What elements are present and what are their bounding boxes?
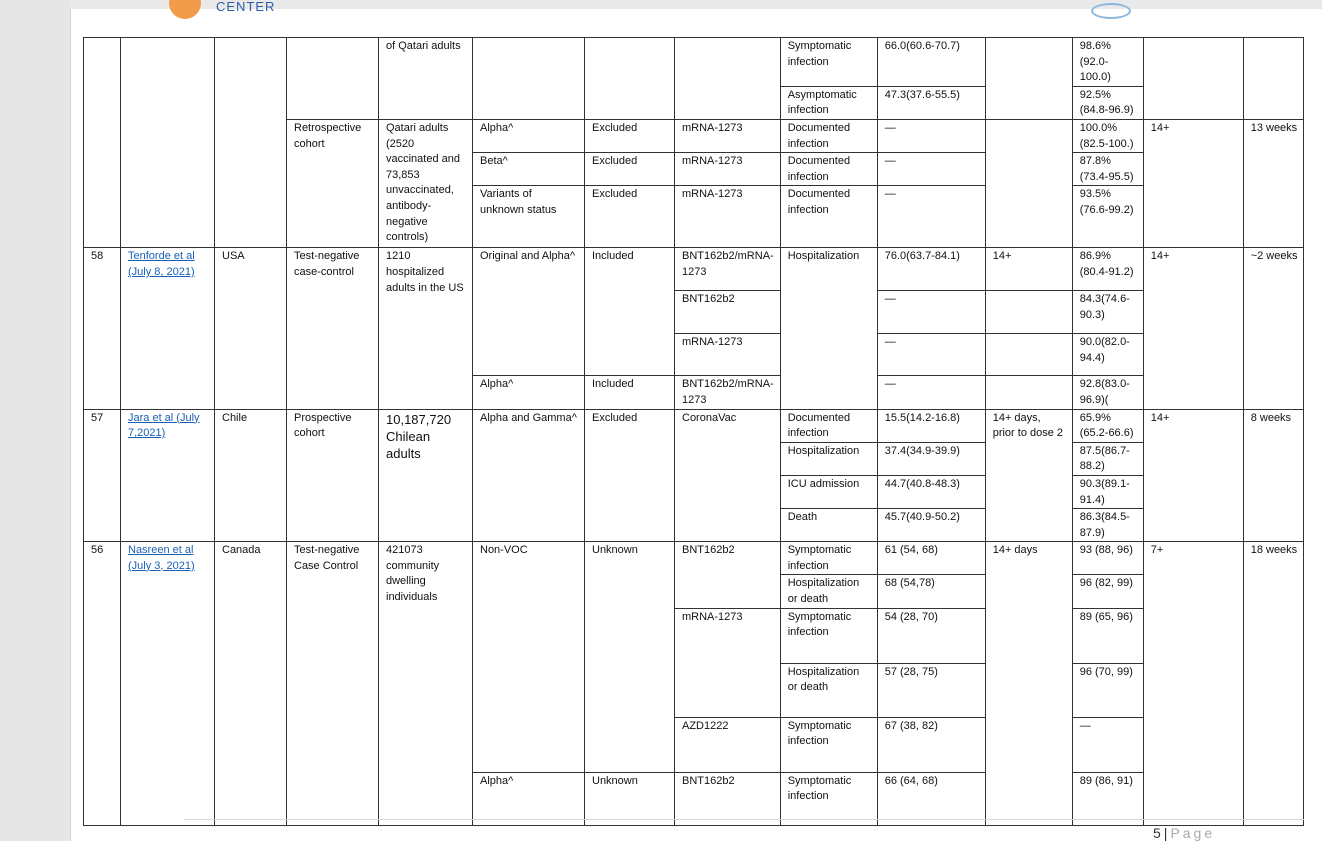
ve-cell: 57 (28, 75) xyxy=(877,663,985,717)
prior-infection-cell: Unknown xyxy=(585,542,675,772)
partner-logo-icon xyxy=(1091,3,1131,19)
variant-cell: Alpha^ xyxy=(473,772,585,825)
ve-cell: — xyxy=(877,153,985,186)
effectiveness-cell: 92.8(83.0-96.9)( xyxy=(1072,376,1143,409)
outcome-cell: Documented infection xyxy=(780,153,877,186)
prior-infection-cell: Excluded xyxy=(585,153,675,186)
page-label: Page xyxy=(1170,825,1216,841)
outcome-cell: Hospitalization xyxy=(780,248,877,409)
variant-cell: Variants of unknown status xyxy=(473,186,585,248)
table-row xyxy=(84,542,1304,575)
outcome-cell: Symptomatic infection xyxy=(780,542,877,575)
variant-cell: Alpha^ xyxy=(473,119,585,152)
effectiveness-cell: 96 (82, 99) xyxy=(1072,575,1143,608)
followup-cell: ~2 weeks xyxy=(1243,248,1304,409)
design-cell: Test-negative case-control xyxy=(287,248,379,409)
ve-cell: 61 (54, 68) xyxy=(877,542,985,575)
interval-cell: 14+ xyxy=(985,248,1072,291)
outcome-cell: Symptomatic infection xyxy=(780,717,877,772)
vaccine-cell: BNT162b2 xyxy=(675,291,781,334)
ve-cell: 68 (54,78) xyxy=(877,575,985,608)
effectiveness-cell: 93 (88, 96) xyxy=(1072,542,1143,575)
population-cell: of Qatari adults xyxy=(379,38,473,120)
ve-cell: — xyxy=(877,291,985,334)
ve-cell: 66 (64, 68) xyxy=(877,772,985,825)
outcome-cell: Hospitalization or death xyxy=(780,663,877,717)
page-number xyxy=(1153,825,1215,841)
outcome-cell: Hospitalization xyxy=(780,442,877,475)
effectiveness-cell: 98.6% (92.0-100.0) xyxy=(1072,38,1143,87)
prior-infection-cell: Included xyxy=(585,248,675,376)
study-number: 57 xyxy=(84,409,121,542)
followup-cell: 8 weeks xyxy=(1243,409,1304,542)
outcome-cell: Death xyxy=(780,509,877,542)
outcome-cell: ICU admission xyxy=(780,475,877,508)
prior-infection-cell: Excluded xyxy=(585,119,675,152)
interval-cell: 14+ days, prior to dose 2 xyxy=(985,409,1072,542)
ve-cell: — xyxy=(877,186,985,248)
table-row xyxy=(84,409,1304,442)
study-link-nasreen[interactable]: Nasreen et al (July 3, 2021) xyxy=(128,544,195,572)
ve-cell: — xyxy=(877,119,985,152)
vaccine-cell: BNT162b2 xyxy=(675,542,781,608)
variant-cell: Beta^ xyxy=(473,153,585,186)
effectiveness-cell: 100.0% (82.5-100.) xyxy=(1072,119,1143,152)
vaccine-cell: mRNA-1273 xyxy=(675,153,781,186)
organization-logo-icon xyxy=(169,0,201,19)
ve-cell: 47.3(37.6-55.5) xyxy=(877,86,985,119)
prior-infection-cell: Excluded xyxy=(585,409,675,542)
vaccine-cell: mRNA-1273 xyxy=(675,186,781,248)
study-number: 58 xyxy=(84,248,121,409)
prior-infection-cell: Unknown xyxy=(585,772,675,825)
followup-cell: 18 weeks xyxy=(1243,542,1304,825)
ve-cell: 67 (38, 82) xyxy=(877,717,985,772)
outcome-cell: Documented infection xyxy=(780,119,877,152)
document-page xyxy=(70,0,1322,841)
vaccine-cell: BNT162b2/mRNA-1273 xyxy=(675,248,781,291)
days-cell: 14+ xyxy=(1143,248,1243,409)
outcome-cell: Symptomatic infection xyxy=(780,38,877,87)
ve-cell: 44.7(40.8-48.3) xyxy=(877,475,985,508)
effectiveness-cell: 84.3(74.6-90.3) xyxy=(1072,291,1143,334)
header-logo-text: CENTER xyxy=(216,0,276,14)
interval-cell: 14+ days xyxy=(985,542,1072,825)
effectiveness-cell: 89 (86, 91) xyxy=(1072,772,1143,825)
effectiveness-cell: 65.9%(65.2-66.6) xyxy=(1072,409,1143,442)
study-link-jara[interactable]: Jara et al (July 7,2021) xyxy=(128,411,200,440)
effectiveness-cell: 90.3(89.1-91.4) xyxy=(1072,475,1143,508)
ve-cell: 45.7(40.9-50.2) xyxy=(877,509,985,542)
viewer-gutter xyxy=(0,0,70,841)
outcome-cell: Symptomatic infection xyxy=(780,608,877,663)
vaccine-cell: CoronaVac xyxy=(675,409,781,542)
vaccine-effectiveness-table xyxy=(83,37,1304,826)
effectiveness-cell: 93.5% (76.6-99.2) xyxy=(1072,186,1143,248)
prior-infection-cell: Included xyxy=(585,376,675,409)
page-number-separator: | xyxy=(1163,825,1168,841)
followup-cell: 13 weeks xyxy=(1243,119,1304,247)
study-number: 56 xyxy=(84,542,121,825)
country-cell: Canada xyxy=(215,542,287,825)
vaccine-cell: AZD1222 xyxy=(675,717,781,772)
ve-cell: 66.0(60.6-70.7) xyxy=(877,38,985,87)
variant-cell: Alpha^ xyxy=(473,376,585,409)
variant-cell: Non-VOC xyxy=(473,542,585,772)
days-cell: 7+ xyxy=(1143,542,1243,825)
effectiveness-cell: — xyxy=(1072,717,1143,772)
variant-cell: Original and Alpha^ xyxy=(473,248,585,376)
effectiveness-cell: 96 (70, 99) xyxy=(1072,663,1143,717)
effectiveness-cell: 86.3(84.5-87.9) xyxy=(1072,509,1143,542)
effectiveness-cell: 92.5% (84.8-96.9) xyxy=(1072,86,1143,119)
design-cell: Test-negative Case Control xyxy=(287,542,379,825)
population-cell: 10,187,720 Chilean adults xyxy=(379,409,473,542)
ve-cell: — xyxy=(877,334,985,376)
outcome-cell: Symptomatic infection xyxy=(780,772,877,825)
effectiveness-cell: 87.8% (73.4-95.5) xyxy=(1072,153,1143,186)
outcome-cell: Documented infection xyxy=(780,186,877,248)
design-cell: Retrospective cohort xyxy=(287,119,379,247)
page-number-value: 5 xyxy=(1153,825,1161,841)
country-cell: Chile xyxy=(215,409,287,542)
ve-cell: 15.5(14.2-16.8) xyxy=(877,409,985,442)
ve-cell: — xyxy=(877,376,985,409)
days-cell: 14+ xyxy=(1143,409,1243,542)
table-row xyxy=(84,38,1304,87)
outcome-cell: Asymptomatic infection xyxy=(780,86,877,119)
days-cell: 14+ xyxy=(1143,119,1243,247)
ve-cell: 37.4(34.9-39.9) xyxy=(877,442,985,475)
effectiveness-cell: 90.0(82.0-94.4) xyxy=(1072,334,1143,376)
population-cell: Qatari adults (2520 vaccinated and 73,853 unvaccinated, antibody-negative controls) xyxy=(379,119,473,247)
outcome-cell: Documented infection xyxy=(780,409,877,442)
effectiveness-cell: 89 (65, 96) xyxy=(1072,608,1143,663)
ve-cell: 76.0(63.7-84.1) xyxy=(877,248,985,291)
country-cell: USA xyxy=(215,248,287,409)
study-link-tenforde[interactable]: Tenforde et al (July 8, 2021) xyxy=(128,250,195,278)
design-cell: Prospective cohort xyxy=(287,409,379,542)
vaccine-cell: BNT162b2 xyxy=(675,772,781,825)
outcome-cell: Hospitalization or death xyxy=(780,575,877,608)
variant-cell: Alpha and Gamma^ xyxy=(473,409,585,542)
population-cell: 1210 hospitalized adults in the US xyxy=(379,248,473,409)
vaccine-cell: mRNA-1273 xyxy=(675,334,781,376)
effectiveness-cell: 86.9% (80.4-91.2) xyxy=(1072,248,1143,291)
ve-cell: 54 (28, 70) xyxy=(877,608,985,663)
population-cell: 421073 community dwelling individuals xyxy=(379,542,473,825)
effectiveness-cell: 87.5(86.7-88.2) xyxy=(1072,442,1143,475)
footer-divider xyxy=(184,819,1304,820)
table-row xyxy=(84,248,1304,291)
vaccine-cell: mRNA-1273 xyxy=(675,608,781,717)
vaccine-cell: BNT162b2/mRNA-1273 xyxy=(675,376,781,409)
prior-infection-cell: Excluded xyxy=(585,186,675,248)
vaccine-cell: mRNA-1273 xyxy=(675,119,781,152)
